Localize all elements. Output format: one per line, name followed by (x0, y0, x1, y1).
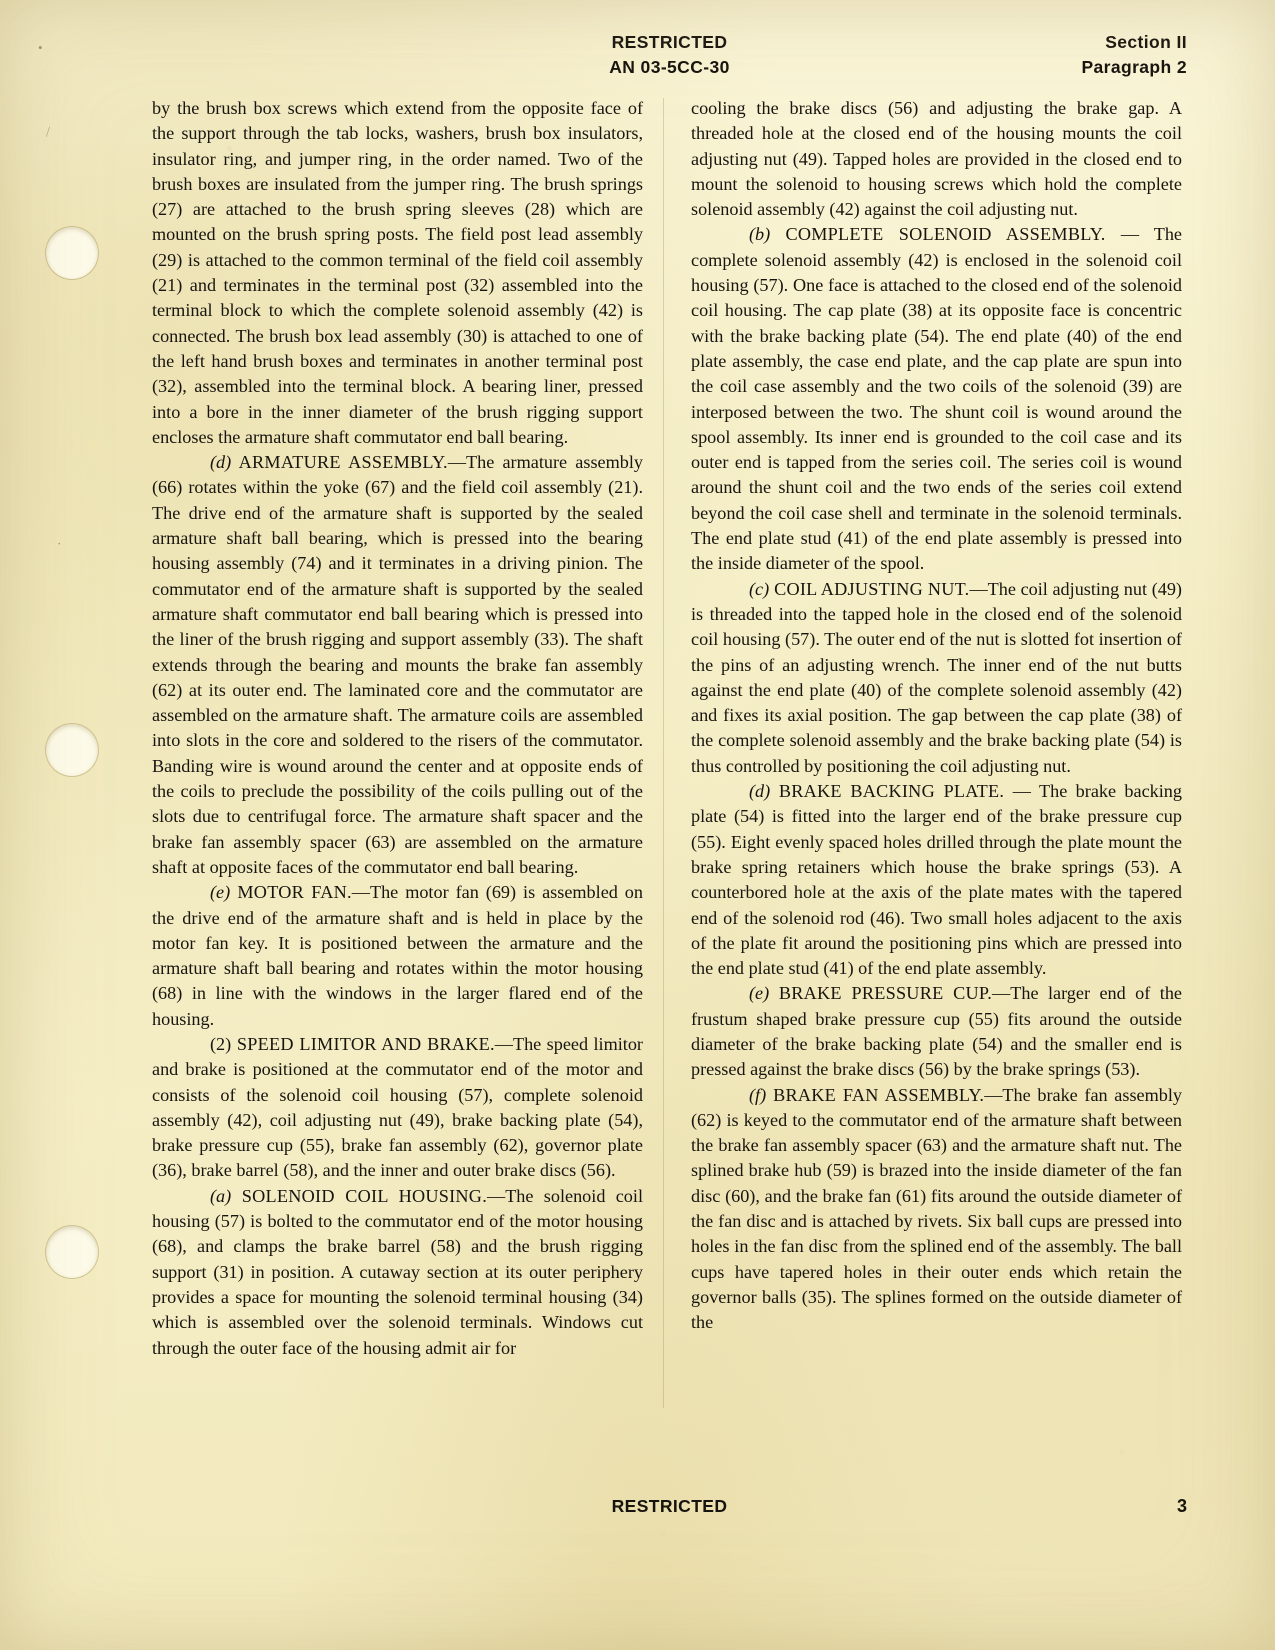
paragraph-motor-fan (152, 880, 643, 1032)
punch-hole-bottom (46, 1226, 98, 1278)
heading-speed-limitor-and-brake: SPEED LIMITOR AND BRAKE. (231, 1033, 495, 1054)
heading-brake-fan-assembly: BRAKE FAN ASSEMBLY. (766, 1084, 985, 1105)
paragraph-solenoid-coil-housing (152, 1184, 643, 1361)
section-label: Section II (1105, 32, 1187, 52)
enum-marker-e-right: (e) (749, 983, 770, 1004)
heading-complete-solenoid-assembly: COMPLETE SOLENOID ASSEMBLY. (770, 224, 1121, 245)
body-speed-limitor-and-brake: —The speed limitor and brake is positioned at the commutator end of the motor and consists of the solenoid coil housing (57), complete solenoid assembly (42), coil adjusting nut (49), brake backing plate (54), brake pressure cup (55), brake fan assembly (62), governor plate (36), brake barrel (58), and the inner and outer brake discs (56). (152, 1033, 643, 1181)
body-armature-assembly: —The armature assembly (66) rotates within the yoke (67) and the field coil assembly (21). The drive end of the armature shaft is supported by the sealed armature shaft ball bearing, which is pressed into the bearing housing assembly (74) and it terminates in a driving pinion. The commutator end of the armature shaft is supported by the sealed armature shaft commutator end ball bearing which is pressed into the liner of the brush rigging and support assembly (33). The shaft extends through the bearing and mounts the brake fan assembly (62) at its outer end. The laminated core and the commutator are assembled on the armature shaft. The armature coils are assembled into slots in the core and soldered to the risers of the commutator. Banding wire is wound around the center and at opposite ends of the coils to preclude the possibility of the coils pulling out of the slots due to centrifugal force. The armature shaft spacer and the brake fan assembly spacer (63) are assembled on the armature shaft at opposite faces of the commutator end ball bearing. (152, 452, 643, 877)
body-brake-pressure-cup: —The larger end of the frustum shaped brake pressure cup (55) fits around the outside diameter of the brake backing plate (54) and the smaller end is pressed against the brake discs (56) by the brake springs (53). (691, 983, 1183, 1080)
body-brake-backing-plate: — The brake backing plate (54) is fitted into the larger end of the brake pressure cup (55). Eight evenly spaced holes drilled through the plate mount the brake spring retainers which house the brake springs (53). A counterbored hole at the axis of the plate mates with the tapered end of the solenoid rod (46). Two small holes adjacent to the axis of the plate fit around the positioning pins which are pressed into the end plate stud (41) of the end plate assembly. (691, 781, 1182, 979)
paragraph-coil-adjusting-nut (691, 577, 1182, 779)
body-columns (152, 96, 1182, 1408)
classification-banner-top: RESTRICTED (611, 32, 728, 52)
margin-speck-one: • (38, 40, 43, 55)
body-motor-fan: —The motor fan (69) is assembled on the drive end of the armature shaft and is held in place by the motor fan key. It is positioned between the armature and the armature shaft ball bearing and rotates within the motor housing (68) in line with the windows in the larger flared end of the housing. (152, 882, 643, 1029)
punch-hole-middle (46, 724, 98, 776)
paragraph-complete-solenoid-assembly (691, 222, 1182, 576)
paragraph-brake-pressure-cup (691, 981, 1182, 1082)
header-center-block (152, 30, 1187, 80)
left-text-column (152, 96, 657, 1408)
paragraph-cooling-brake-discs: cooling the brake discs (56) and adjusting the brake gap. A threaded hole at the closed end of the housing mounts the coil adjusting nut (49). Tapped holes are provided in the closed end to mount the solenoid to housing screws which hold the complete solenoid assembly (42) against the coil adjusting nut. (691, 98, 1182, 220)
heading-coil-adjusting-nut: COIL ADJUSTING NUT. (769, 578, 970, 599)
page-header (152, 30, 1187, 90)
enum-marker-c: (c) (749, 578, 770, 599)
body-coil-adjusting-nut: —The coil adjusting nut (49) is threaded into the tapped hole in the closed end of the solenoid coil housing (57). The outer end of the nut is slotted fot insertion of the pins of an adjusting wrench. The inner end of the nut butts against the end plate (40) of the complete solenoid assembly (42) and fixes its axial position. The gap between the cap plate (38) of the complete solenoid assembly and the brake backing plate (54) is thus controlled by positioning the coil adjusting nut. (691, 578, 1182, 776)
paragraph-brake-backing-plate (691, 779, 1182, 981)
margin-speck-two: ⁄ (44, 124, 52, 139)
enum-marker-a: (a) (210, 1185, 232, 1206)
enum-marker-f: (f) (749, 1084, 767, 1105)
paragraph-brake-fan-assembly (691, 1083, 1182, 1336)
body-complete-solenoid-assembly: — The complete solenoid assembly (42) is enclosed in the solenoid coil housing (57). One face is attached to the closed end of the solenoid coil housing. The cap plate (38) at its opposite face is concentric with the brake backing plate (54). The end plate (40) of the end plate assembly, the case end plate, and the cap plate are spun into the coil case assembly and the two coils of the solenoid (39) are interposed between the two. The shunt coil is wound around the spool assembly. Its inner end is grounded to the coil case and its outer end is tapped from the series coil. The series coil is wound around the shunt coil and the two ends of the series coil extend beyond the coil case shell and terminate in the solenoid terminals. The end plate stud (41) of the end plate assembly is pressed into the inside diameter of the spool. (691, 224, 1182, 574)
enum-marker-b: (b) (749, 224, 771, 245)
right-text-column (657, 96, 1182, 1408)
paragraph-speed-limitor-and-brake (152, 1032, 643, 1184)
heading-brake-backing-plate: BRAKE BACKING PLATE. (770, 781, 1013, 802)
classification-banner-bottom: RESTRICTED (611, 1496, 728, 1516)
heading-brake-pressure-cup: BRAKE PRESSURE CUP. (769, 983, 993, 1004)
heading-armature-assembly: ARMATURE ASSEMBLY. (231, 452, 448, 473)
paragraph-armature-assembly (152, 450, 643, 880)
margin-speck-three: · (56, 535, 63, 552)
body-brake-fan-assembly: —The brake fan assembly (62) is keyed to the commutator end of the armature shaft between the brake fan assembly spacer (63) and the armature shaft nut. The splined brake hub (59) is brazed into the inside diameter of the fan disc (60), and the brake fan (61) fits around the outside diameter of the fan disc and is attached by rivets. Six ball cups are pressed into holes in the fan disc from the splined end of the assembly. The ball cups have tapered holes in their outer ends which retain the governor balls (35). The splines formed on the outside diameter of the (691, 1084, 1182, 1333)
heading-motor-fan: MOTOR FAN. (230, 882, 352, 903)
enum-marker-d-right: (d) (749, 781, 771, 802)
paragraph-label: Paragraph 2 (1081, 56, 1187, 77)
punch-hole-top (46, 227, 98, 279)
header-right-block (1081, 30, 1187, 80)
enum-marker-e: (e) (210, 882, 231, 903)
heading-solenoid-coil-housing: SOLENOID COIL HOUSING. (231, 1185, 487, 1206)
page-footer (152, 1496, 1187, 1522)
page-number: 3 (1176, 1496, 1187, 1516)
enum-marker-2: (2) (210, 1033, 232, 1054)
document-number: AN 03-5CC-30 (609, 56, 730, 77)
body-solenoid-coil-housing: —The solenoid coil housing (57) is bolted to the commutator end of the motor housing (68), and clamps the brake barrel (58) and the brush rigging support (31) in position. A cutaway section at its outer periphery provides a space for mounting the solenoid terminal housing (34) which is assembled over the solenoid terminals. Windows cut through the outer face of the housing admit air for (152, 1185, 643, 1358)
paragraph-brush-rigging: by the brush box screws which extend from the opposite face of the support through the tab locks, washers, brush box insulators, insulator ring, and jumper ring, in the order named. Two of the brush boxes are insulated from the jumper ring. The brush springs (27) are attached to the brush spring sleeves (28) which are mounted on the brush spring posts. The field post lead assembly (29) is attached to the common terminal of the field coil assembly (21) and terminates in the terminal post (32) assembled into the terminal block to which the complete solenoid assembly (42) is connected. The brush box lead assembly (30) is attached to one of the left hand brush boxes and terminates in another terminal post (32), assembled into the terminal block. A bearing liner, pressed into a bore in the inner diameter of the brush rigging support encloses the armature shaft commutator end ball bearing. (152, 98, 643, 447)
enum-marker-d: (d) (210, 452, 232, 473)
